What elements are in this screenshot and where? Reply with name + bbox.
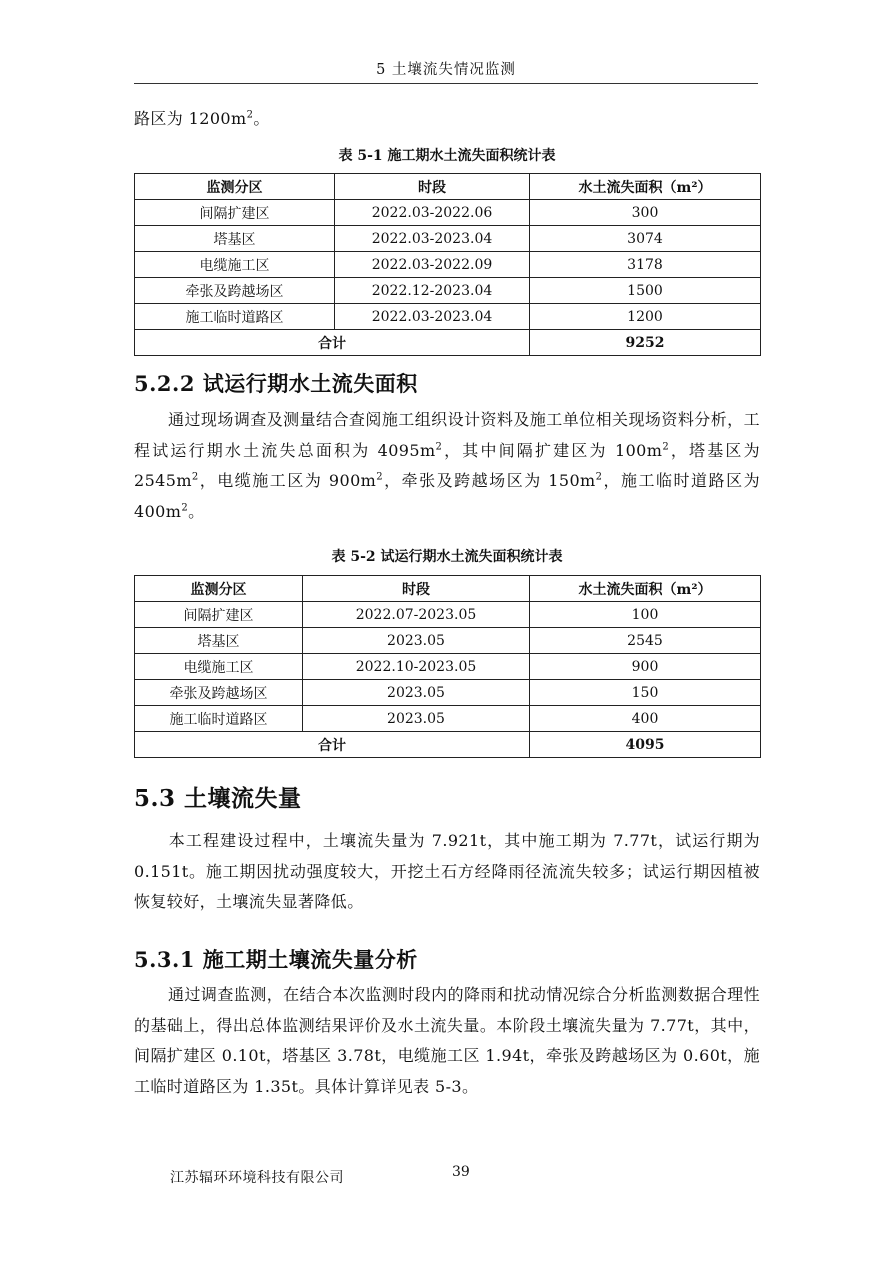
- total-value: 9252: [530, 330, 761, 356]
- table-cell: 2023.05: [303, 706, 530, 732]
- table1-header-cell: 时段: [335, 174, 530, 200]
- table-row: [135, 628, 761, 654]
- table2-caption: 表 5-2 试运行期水土流失面积统计表: [331, 549, 563, 565]
- section-5-3-1-heading: 5.3.1 施工期土壤流失量分析: [134, 947, 418, 972]
- table-cell: 3178: [530, 252, 761, 278]
- table-cell: 2022.03-2023.04: [335, 304, 530, 330]
- table2-header-row: [135, 576, 761, 602]
- table-cell: 2545: [530, 628, 761, 654]
- table-cell: 100: [530, 602, 761, 628]
- table2-header-cell: 水土流失面积（m²）: [530, 576, 761, 602]
- running-header: 5 土壤流失情况监测: [376, 62, 516, 78]
- header-rule: [134, 83, 758, 84]
- section-5-2-2-paragraph: 通过现场调查及测量结合查阅施工组织设计资料及施工单位相关现场资料分析，工程试运行期水土流失总面积为 $4095m^2$，其中间隔扩建区为 $100m^2$，塔基区为 $2545m^2$，电缆施工区为 $900m^2$，牵张及跨越场区为 $150m^2$，施工临时道路区为 $400m^2$。: [134, 410, 760, 521]
- total-label: 合计: [135, 732, 530, 758]
- table-row: [135, 706, 761, 732]
- table-cell: 牵张及跨越场区: [135, 278, 335, 304]
- table2: [134, 575, 761, 758]
- table-row: [135, 304, 761, 330]
- table2-header-cell: 监测分区: [135, 576, 303, 602]
- table-cell: 施工临时道路区: [135, 304, 335, 330]
- table-row: [135, 278, 761, 304]
- table2-total-row: [135, 732, 761, 758]
- section-5-3-1-paragraph: 通过调查监测，在结合本次监测时段内的降雨和扰动情况综合分析监测数据合理性的基础上，得出总体监测结果评价及水土流失量。本阶段土壤流失量为 7.77t，其中，间隔扩建区 0.10t，塔基区 3.78t，电缆施工区 1.94t，牵张及跨越场区为 0.60t，施工临时道路区为 1.35t。具体计算详见表 5-3。: [134, 985, 760, 1096]
- table2-header-cell: 时段: [303, 576, 530, 602]
- total-value: 4095: [530, 732, 761, 758]
- table-cell: 2022.03-2023.04: [335, 226, 530, 252]
- table-row: [135, 252, 761, 278]
- section-5-3-paragraph: 本工程建设过程中，土壤流失量为 7.921t，其中施工期为 7.77t，试运行期为 0.151t。施工期因扰动强度较大，开挖土石方经降雨径流流失较多；试运行期因植被恢复较好，土壤流失显著降低。: [134, 831, 760, 911]
- section-5-2-2-heading: 5.2.2 试运行期水土流失面积: [134, 371, 418, 396]
- table-cell: 电缆施工区: [135, 252, 335, 278]
- table1-header-cell: 水土流失面积（m²）: [530, 174, 761, 200]
- table-cell: 施工临时道路区: [135, 706, 303, 732]
- table1-header-cell: 监测分区: [135, 174, 335, 200]
- table-cell: 2022.07-2023.05: [303, 602, 530, 628]
- table-cell: 400: [530, 706, 761, 732]
- table1: [134, 173, 761, 356]
- table-cell: 间隔扩建区: [135, 602, 303, 628]
- table-cell: 3074: [530, 226, 761, 252]
- table-cell: 1500: [530, 278, 761, 304]
- table-row: [135, 680, 761, 706]
- table-cell: 300: [530, 200, 761, 226]
- table-cell: 2023.05: [303, 628, 530, 654]
- table-cell: 2023.05: [303, 680, 530, 706]
- footer-company: 江苏辐环环境科技有限公司: [170, 1170, 344, 1186]
- total-label: 合计: [135, 330, 530, 356]
- table1-caption: 表 5-1 施工期水土流失面积统计表: [338, 148, 556, 164]
- table1-header-row: [135, 174, 761, 200]
- table-row: [135, 602, 761, 628]
- table-cell: 间隔扩建区: [135, 200, 335, 226]
- table-cell: 2022.03-2022.06: [335, 200, 530, 226]
- table-cell: 1200: [530, 304, 761, 330]
- table-cell: 牵张及跨越场区: [135, 680, 303, 706]
- table-cell: 900: [530, 654, 761, 680]
- table-cell: 2022.10-2023.05: [303, 654, 530, 680]
- page-number: 39: [452, 1164, 470, 1180]
- table-row: [135, 654, 761, 680]
- intro-line: 路区为 $1200m^2$。: [134, 109, 270, 128]
- table1-total-row: [135, 330, 761, 356]
- table-cell: 2022.12-2023.04: [335, 278, 530, 304]
- table-cell: 2022.03-2022.09: [335, 252, 530, 278]
- table-cell: 150: [530, 680, 761, 706]
- table-cell: 电缆施工区: [135, 654, 303, 680]
- table-row: [135, 226, 761, 252]
- section-5-3-heading: 5.3 土壤流失量: [134, 785, 302, 812]
- table-cell: 塔基区: [135, 628, 303, 654]
- table-row: [135, 200, 761, 226]
- table-cell: 塔基区: [135, 226, 335, 252]
